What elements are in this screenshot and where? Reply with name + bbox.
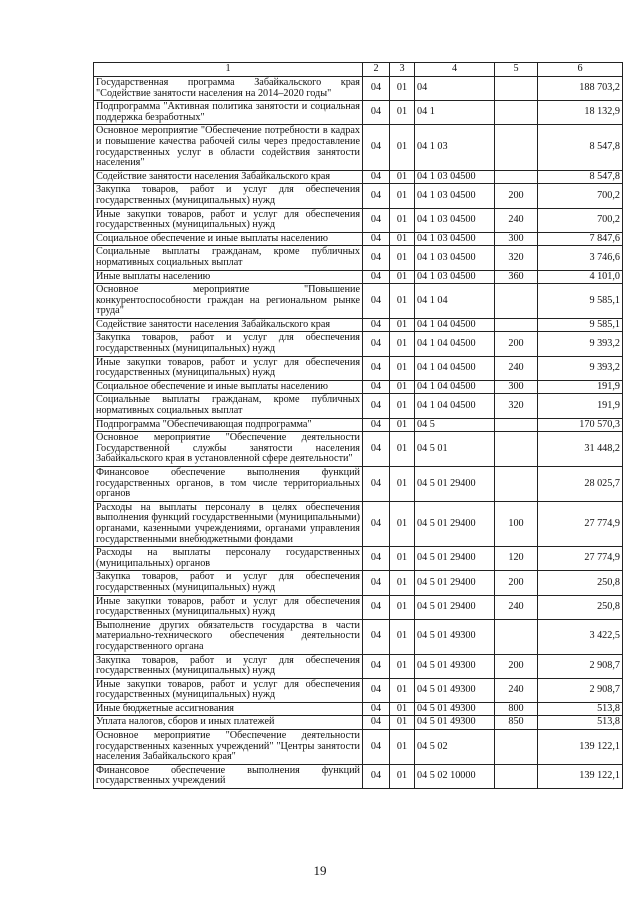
row-target-article: 04 1 03 04500 xyxy=(415,270,495,284)
row-section: 04 xyxy=(363,125,390,170)
header-col-6: 6 xyxy=(538,63,623,77)
header-col-2: 2 xyxy=(363,63,390,77)
row-expense-type: 200 xyxy=(495,332,538,356)
row-subsection: 01 xyxy=(390,332,415,356)
row-expense-type: 240 xyxy=(495,678,538,702)
row-subsection: 01 xyxy=(390,394,415,418)
table-row xyxy=(94,501,623,546)
row-target-article: 04 1 03 xyxy=(415,125,495,170)
row-amount: 28 025,7 xyxy=(538,467,623,502)
row-section: 04 xyxy=(363,332,390,356)
row-target-article: 04 5 01 29400 xyxy=(415,467,495,502)
row-amount: 170 570,3 xyxy=(538,418,623,432)
table-row xyxy=(94,432,623,467)
row-amount: 188 703,2 xyxy=(538,77,623,101)
row-target-article: 04 5 01 29400 xyxy=(415,571,495,595)
row-expense-type xyxy=(495,467,538,502)
row-expense-type xyxy=(495,125,538,170)
row-name: Социальное обеспечение и иные выплаты населению xyxy=(94,380,363,394)
row-name: Расходы на выплаты персоналу государственных (муниципальных) органов xyxy=(94,547,363,571)
row-expense-type: 200 xyxy=(495,184,538,208)
row-subsection: 01 xyxy=(390,418,415,432)
row-name: Иные закупки товаров, работ и услуг для обеспечения государственных (муниципальных) нужд xyxy=(94,208,363,232)
row-amount: 9 585,1 xyxy=(538,284,623,319)
row-section: 04 xyxy=(363,270,390,284)
row-target-article: 04 5 02 xyxy=(415,730,495,765)
row-amount: 139 122,1 xyxy=(538,730,623,765)
row-subsection: 01 xyxy=(390,208,415,232)
row-subsection: 01 xyxy=(390,284,415,319)
row-name: Иные закупки товаров, работ и услуг для обеспечения государственных (муниципальных) нужд xyxy=(94,356,363,380)
row-expense-type xyxy=(495,170,538,184)
row-name: Подпрограмма "Активная политика занятости и социальная поддержка безработных" xyxy=(94,101,363,125)
row-section: 04 xyxy=(363,764,390,788)
row-amount: 4 101,0 xyxy=(538,270,623,284)
header-col-4: 4 xyxy=(415,63,495,77)
row-target-article: 04 1 03 04500 xyxy=(415,170,495,184)
row-name: Финансовое обеспечение выполнения функций государственных органов, в том числе территориальных органов xyxy=(94,467,363,502)
row-amount: 9 393,2 xyxy=(538,332,623,356)
row-name: Основное мероприятие "Обеспечение деятельности Государственной службы занятости населения Забайкальского края в установленной сфере деятельности" xyxy=(94,432,363,467)
row-name: Основное мероприятие "Обеспечение потребности в кадрах и повышение качества рабочей силы через предоставление государственных услуг в области содействия занятости населения" xyxy=(94,125,363,170)
row-section: 04 xyxy=(363,318,390,332)
row-subsection: 01 xyxy=(390,170,415,184)
row-name: Основное мероприятие "Обеспечение деятельности государственных казенных учреждений" "Центры занятости населения Забайкальского края" xyxy=(94,730,363,765)
row-amount: 139 122,1 xyxy=(538,764,623,788)
row-subsection: 01 xyxy=(390,571,415,595)
header-col-5: 5 xyxy=(495,63,538,77)
table-header-row xyxy=(94,63,623,77)
row-target-article: 04 5 02 10000 xyxy=(415,764,495,788)
row-expense-type xyxy=(495,432,538,467)
table-row xyxy=(94,332,623,356)
row-subsection: 01 xyxy=(390,356,415,380)
row-expense-type xyxy=(495,730,538,765)
table-row xyxy=(94,284,623,319)
row-expense-type xyxy=(495,284,538,319)
row-target-article: 04 1 04 04500 xyxy=(415,394,495,418)
row-subsection: 01 xyxy=(390,595,415,619)
row-name: Подпрограмма "Обеспечивающая подпрограмма" xyxy=(94,418,363,432)
row-section: 04 xyxy=(363,547,390,571)
row-section: 04 xyxy=(363,654,390,678)
row-expense-type: 200 xyxy=(495,571,538,595)
row-amount: 250,8 xyxy=(538,595,623,619)
table-row xyxy=(94,571,623,595)
row-section: 04 xyxy=(363,571,390,595)
row-subsection: 01 xyxy=(390,77,415,101)
row-target-article: 04 5 01 49300 xyxy=(415,654,495,678)
row-subsection: 01 xyxy=(390,678,415,702)
row-name: Финансовое обеспечение выполнения функций государственных учреждений xyxy=(94,764,363,788)
row-expense-type xyxy=(495,418,538,432)
table-row xyxy=(94,356,623,380)
row-name: Содействие занятости населения Забайкальского края xyxy=(94,318,363,332)
row-amount: 31 448,2 xyxy=(538,432,623,467)
table-row xyxy=(94,208,623,232)
row-target-article: 04 5 01 49300 xyxy=(415,702,495,716)
table-row xyxy=(94,318,623,332)
row-subsection: 01 xyxy=(390,467,415,502)
row-name: Уплата налогов, сборов и иных платежей xyxy=(94,716,363,730)
row-target-article: 04 1 xyxy=(415,101,495,125)
table-row xyxy=(94,654,623,678)
row-name: Иные бюджетные ассигнования xyxy=(94,702,363,716)
table-row xyxy=(94,232,623,246)
row-expense-type: 240 xyxy=(495,356,538,380)
row-name: Иные закупки товаров, работ и услуг для обеспечения государственных (муниципальных) нужд xyxy=(94,678,363,702)
row-expense-type xyxy=(495,318,538,332)
row-section: 04 xyxy=(363,432,390,467)
row-expense-type: 300 xyxy=(495,232,538,246)
row-expense-type: 100 xyxy=(495,501,538,546)
table-row xyxy=(94,394,623,418)
row-amount: 27 774,9 xyxy=(538,501,623,546)
row-amount: 2 908,7 xyxy=(538,678,623,702)
row-name: Закупка товаров, работ и услуг для обеспечения государственных (муниципальных) нужд xyxy=(94,571,363,595)
row-name: Закупка товаров, работ и услуг для обеспечения государственных (муниципальных) нужд xyxy=(94,654,363,678)
row-section: 04 xyxy=(363,246,390,270)
row-expense-type: 120 xyxy=(495,547,538,571)
row-expense-type: 320 xyxy=(495,394,538,418)
row-amount: 27 774,9 xyxy=(538,547,623,571)
row-name: Основное мероприятие "Повышение конкурентоспособности граждан на региональном рынке труда" xyxy=(94,284,363,319)
row-expense-type xyxy=(495,77,538,101)
row-section: 04 xyxy=(363,284,390,319)
row-subsection: 01 xyxy=(390,764,415,788)
row-target-article: 04 1 04 xyxy=(415,284,495,319)
row-name: Закупка товаров, работ и услуг для обеспечения государственных (муниципальных) нужд xyxy=(94,184,363,208)
table-row xyxy=(94,730,623,765)
table-row xyxy=(94,170,623,184)
row-target-article: 04 5 01 49300 xyxy=(415,716,495,730)
row-target-article: 04 xyxy=(415,77,495,101)
row-expense-type xyxy=(495,764,538,788)
row-section: 04 xyxy=(363,232,390,246)
row-amount: 7 847,6 xyxy=(538,232,623,246)
row-subsection: 01 xyxy=(390,501,415,546)
row-target-article: 04 5 01 49300 xyxy=(415,678,495,702)
row-target-article: 04 5 01 xyxy=(415,432,495,467)
row-subsection: 01 xyxy=(390,702,415,716)
table-row xyxy=(94,125,623,170)
row-subsection: 01 xyxy=(390,547,415,571)
row-target-article: 04 1 04 04500 xyxy=(415,332,495,356)
table-row xyxy=(94,380,623,394)
row-section: 04 xyxy=(363,356,390,380)
row-amount: 250,8 xyxy=(538,571,623,595)
row-section: 04 xyxy=(363,101,390,125)
row-subsection: 01 xyxy=(390,270,415,284)
row-expense-type: 850 xyxy=(495,716,538,730)
row-section: 04 xyxy=(363,380,390,394)
table-row xyxy=(94,702,623,716)
row-name: Иные выплаты населению xyxy=(94,270,363,284)
row-name: Социальные выплаты гражданам, кроме публичных нормативных социальных выплат xyxy=(94,246,363,270)
row-subsection: 01 xyxy=(390,730,415,765)
table-row xyxy=(94,547,623,571)
row-amount: 513,8 xyxy=(538,716,623,730)
row-amount: 18 132,9 xyxy=(538,101,623,125)
row-amount: 3 422,5 xyxy=(538,619,623,654)
row-amount: 3 746,6 xyxy=(538,246,623,270)
row-name: Социальные выплаты гражданам, кроме публичных нормативных социальных выплат xyxy=(94,394,363,418)
row-target-article: 04 1 03 04500 xyxy=(415,184,495,208)
row-expense-type: 300 xyxy=(495,380,538,394)
header-col-1: 1 xyxy=(94,63,363,77)
row-section: 04 xyxy=(363,418,390,432)
row-target-article: 04 5 01 29400 xyxy=(415,547,495,571)
row-section: 04 xyxy=(363,702,390,716)
table-row xyxy=(94,619,623,654)
table-row xyxy=(94,270,623,284)
row-subsection: 01 xyxy=(390,432,415,467)
row-section: 04 xyxy=(363,678,390,702)
row-target-article: 04 1 04 04500 xyxy=(415,318,495,332)
table-row xyxy=(94,246,623,270)
page-number: 19 xyxy=(313,863,327,878)
row-name: Содействие занятости населения Забайкальского края xyxy=(94,170,363,184)
row-section: 04 xyxy=(363,170,390,184)
row-name: Закупка товаров, работ и услуг для обеспечения государственных (муниципальных) нужд xyxy=(94,332,363,356)
row-name: Государственная программа Забайкальского края "Содействие занятости населения на 2014–2020 годы" xyxy=(94,77,363,101)
row-amount: 513,8 xyxy=(538,702,623,716)
table-row xyxy=(94,77,623,101)
budget-table xyxy=(93,62,623,789)
table-row xyxy=(94,184,623,208)
row-name: Социальное обеспечение и иные выплаты населению xyxy=(94,232,363,246)
table-row xyxy=(94,764,623,788)
row-subsection: 01 xyxy=(390,654,415,678)
row-amount: 2 908,7 xyxy=(538,654,623,678)
row-target-article: 04 1 03 04500 xyxy=(415,246,495,270)
row-section: 04 xyxy=(363,184,390,208)
row-section: 04 xyxy=(363,730,390,765)
row-section: 04 xyxy=(363,716,390,730)
row-amount: 9 585,1 xyxy=(538,318,623,332)
row-target-article: 04 5 01 49300 xyxy=(415,619,495,654)
row-subsection: 01 xyxy=(390,380,415,394)
row-target-article: 04 5 01 29400 xyxy=(415,501,495,546)
row-amount: 8 547,8 xyxy=(538,170,623,184)
row-amount: 700,2 xyxy=(538,184,623,208)
row-subsection: 01 xyxy=(390,232,415,246)
row-section: 04 xyxy=(363,208,390,232)
row-section: 04 xyxy=(363,595,390,619)
row-expense-type: 800 xyxy=(495,702,538,716)
row-subsection: 01 xyxy=(390,101,415,125)
table-body xyxy=(94,77,623,789)
table-row xyxy=(94,595,623,619)
row-amount: 700,2 xyxy=(538,208,623,232)
row-expense-type: 240 xyxy=(495,208,538,232)
row-target-article: 04 5 xyxy=(415,418,495,432)
row-expense-type: 360 xyxy=(495,270,538,284)
row-subsection: 01 xyxy=(390,184,415,208)
row-target-article: 04 1 04 04500 xyxy=(415,356,495,380)
row-name: Расходы на выплаты персоналу в целях обеспечения выполнения функций государственными (муниципальными) органами, казенными учреждениями, органами управления государственными внебюджетными фондами xyxy=(94,501,363,546)
row-section: 04 xyxy=(363,467,390,502)
row-target-article: 04 1 04 04500 xyxy=(415,380,495,394)
row-name: Иные закупки товаров, работ и услуг для обеспечения государственных (муниципальных) нужд xyxy=(94,595,363,619)
table-row xyxy=(94,678,623,702)
row-subsection: 01 xyxy=(390,716,415,730)
row-subsection: 01 xyxy=(390,246,415,270)
table-row xyxy=(94,716,623,730)
row-subsection: 01 xyxy=(390,125,415,170)
table-row xyxy=(94,467,623,502)
header-col-3: 3 xyxy=(390,63,415,77)
row-target-article: 04 5 01 29400 xyxy=(415,595,495,619)
row-amount: 9 393,2 xyxy=(538,356,623,380)
row-amount: 8 547,8 xyxy=(538,125,623,170)
row-target-article: 04 1 03 04500 xyxy=(415,208,495,232)
row-subsection: 01 xyxy=(390,619,415,654)
row-section: 04 xyxy=(363,394,390,418)
row-expense-type: 240 xyxy=(495,595,538,619)
row-name: Выполнение других обязательств государства в части материально-технического обеспечения деятельности государственного органа xyxy=(94,619,363,654)
row-section: 04 xyxy=(363,77,390,101)
row-expense-type xyxy=(495,101,538,125)
row-expense-type: 200 xyxy=(495,654,538,678)
row-subsection: 01 xyxy=(390,318,415,332)
row-target-article: 04 1 03 04500 xyxy=(415,232,495,246)
row-amount: 191,9 xyxy=(538,394,623,418)
table-row xyxy=(94,418,623,432)
row-section: 04 xyxy=(363,501,390,546)
row-section: 04 xyxy=(363,619,390,654)
table-row xyxy=(94,101,623,125)
row-amount: 191,9 xyxy=(538,380,623,394)
row-expense-type: 320 xyxy=(495,246,538,270)
row-expense-type xyxy=(495,619,538,654)
